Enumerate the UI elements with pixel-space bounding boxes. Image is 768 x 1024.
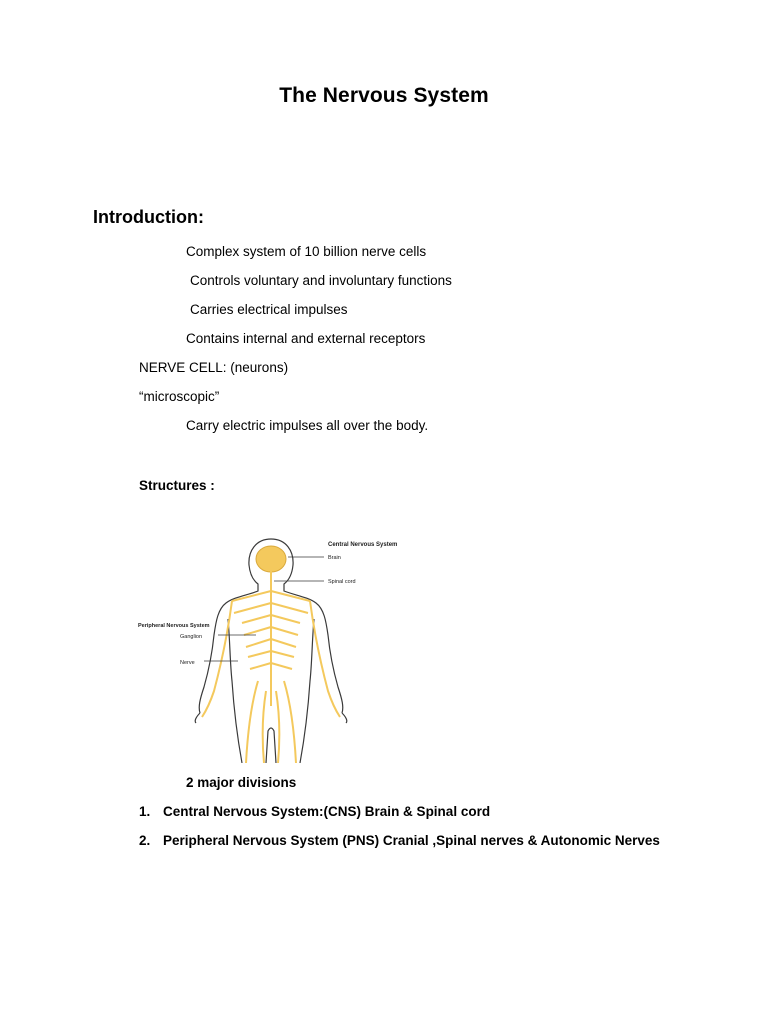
cns-label: Central Nervous System <box>328 542 398 548</box>
division-2-text: Peripheral Nervous System (PNS) Cranial ,Spinal nerves & Autonomic Nerves <box>163 833 660 848</box>
brain-label: Brain <box>328 555 341 561</box>
brain-shape <box>256 546 286 572</box>
intro-point-4: Contains internal and external receptors <box>186 331 426 346</box>
nerve-label: Nerve <box>180 660 195 666</box>
intro-point-3: Carries electrical impulses <box>190 302 348 317</box>
intro-point-2: Controls voluntary and involuntary functions <box>190 273 452 288</box>
intro-point-1: Complex system of 10 billion nerve cells <box>186 244 427 259</box>
label-leader-lines <box>204 557 324 661</box>
division-2-number: 2. <box>139 833 151 848</box>
division-1-number: 1. <box>139 804 151 819</box>
spinal-cord-label: Spinal cord <box>328 579 356 585</box>
nerve-cell-description: Carry electric impulses all over the body. <box>186 418 429 433</box>
microscopic-quote: “microscopic” <box>139 389 220 404</box>
nerve-network <box>202 571 340 763</box>
division-1-text: Central Nervous System:(CNS) Brain & Spinal cord <box>163 804 491 819</box>
nervous-system-diagram <box>138 531 406 763</box>
introduction-heading: Introduction: <box>93 207 204 227</box>
page-title: The Nervous System <box>279 84 489 107</box>
nerve-cell-label: NERVE CELL: (neurons) <box>139 360 289 375</box>
divisions-heading: 2 major divisions <box>186 775 297 790</box>
pns-label: Peripheral Nervous System <box>138 623 210 629</box>
structures-heading: Structures : <box>139 478 215 493</box>
ganglion-label: Ganglion <box>180 634 203 640</box>
